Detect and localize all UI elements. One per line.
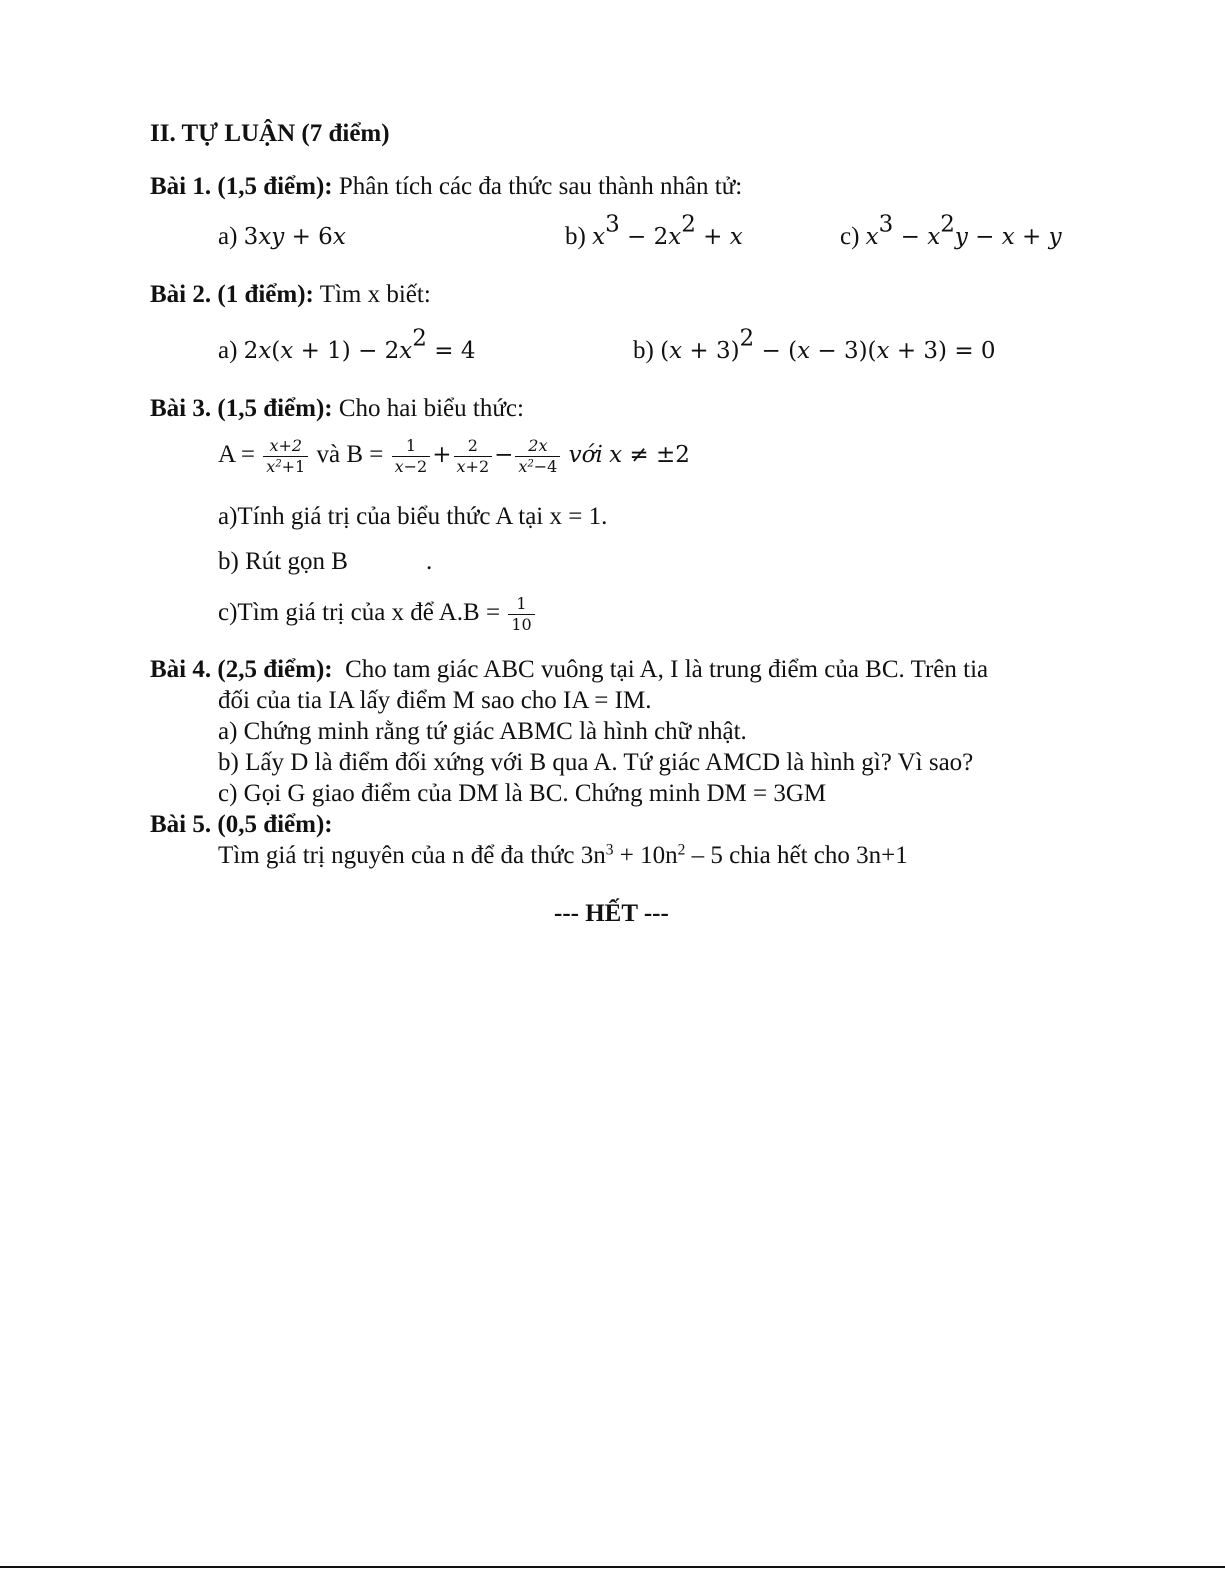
fraction-b3: $\frac{2x}{x^2-4}$ (515, 436, 560, 477)
bottom-rule (0, 1566, 1225, 1568)
bai4-part-c: c) Gọi G giao điểm của DM là BC. Chứng minh DM = 3GM (218, 780, 827, 807)
bai2-heading (150, 280, 431, 310)
bai3-part-c: c)Tìm giá trị của x để A.B = $\frac{1}{10}$ (218, 594, 537, 635)
bai3-part-b-dot: . (426, 548, 433, 575)
bai4-label: Bài 4. (2,5 điểm): (150, 656, 333, 683)
bai4-heading (150, 655, 988, 685)
end-mark: --- HẾT --- (554, 900, 669, 927)
bai2-part-a: a) $2x(x + 1) - 2x^2 = 4$ (218, 325, 476, 364)
bai3-part-b: b) Rút gọn B (218, 548, 348, 575)
bai1-heading (150, 172, 742, 202)
bai2-label: Bài 2. (1 điểm): (150, 281, 314, 308)
bai1-part-c: c) $x^3 - x^2y - x + y$ (840, 211, 1062, 250)
bai1-part-a: a) 3xy + 6x (218, 223, 346, 250)
bai1-prompt: Phân tích các đa thức sau thành nhân tử: (338, 173, 743, 200)
bai4-line1: Cho tam giác ABC vuông tại A, I là trung điểm của BC. Trên tia (345, 656, 989, 683)
fraction-b2: $\frac{2}{x+2}$ (454, 436, 493, 477)
bai1-label: Bài 1. (1,5 điểm): (150, 173, 333, 200)
section-title: II. TỰ LUẬN (7 điểm) (150, 120, 390, 147)
bai2-prompt: Tìm x biết: (319, 281, 431, 308)
bai5-prompt: Tìm giá trị nguyên của n để đa thức $3n^3 + 10n^2 - 5$ chia hết cho 3n+1 (218, 841, 908, 869)
fraction-b1: $\frac{1}{x-2}$ (392, 436, 431, 477)
bai3-prompt: Cho hai biểu thức: (338, 395, 524, 422)
bai4-line2: đối của tia IA lấy điểm M sao cho IA = IM. (218, 687, 652, 714)
bai3-heading (150, 394, 524, 424)
bai4-part-a: a) Chứng minh rằng tứ giác ABMC là hình chữ nhật. (218, 718, 747, 745)
bai3-part-a: a)Tính giá trị của biểu thức A tại x = 1. (218, 503, 608, 530)
bai3-expressions: A = $\frac{x+2}{x^2+1}$ và B = $\frac{1}{x-2}$ + $\frac{2}{x+2}$ − $\frac{2x}{x^2-4}$ với x ≠ ±2 (218, 436, 690, 476)
fraction-a: $\frac{x+2}{x^2+1}$ (263, 436, 308, 477)
bai3-label: Bài 3. (1,5 điểm): (150, 395, 333, 422)
bai2-part-b: b) $(x + 3)^2 - (x - 3)(x + 3) = 0$ (633, 325, 996, 364)
fraction-one-tenth: $\frac{1}{10}$ (508, 594, 534, 635)
bai1-part-b: b) $x^3 - 2x^2 + x$ (565, 211, 743, 250)
bai5-heading: Bài 5. (0,5 điểm): (150, 811, 333, 838)
bai4-part-b: b) Lấy D là điểm đối xứng với B qua A. Tứ giác AMCD là hình gì? Vì sao? (218, 749, 974, 776)
